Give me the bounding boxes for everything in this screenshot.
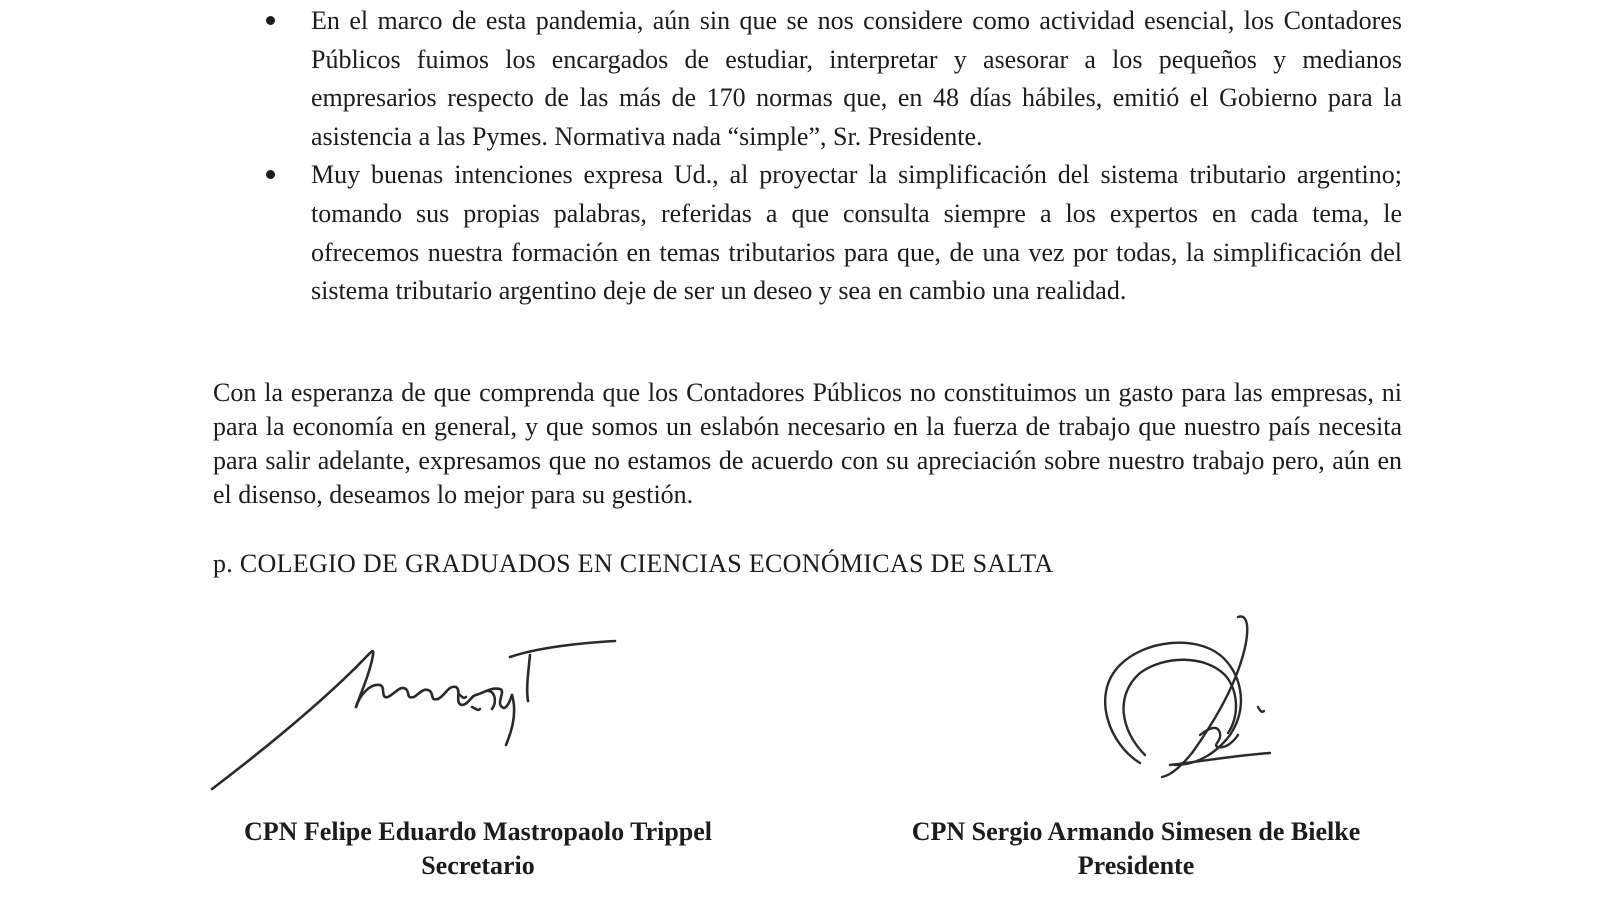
bullet-text: Muy buenas intenciones expresa Ud., al proyectar la simplificación del sistema tributario argentino; tomando sus propias palabras, referidas a que consulta siempre a los expertos en cada tema, le ofrecemos nuestra formación en temas tributarios para que, de una vez por todas, la simplificación del sistema tributario argentino deje de ser un deseo y sea en cambio una realidad.	[311, 160, 1402, 306]
bullet-item	[262, 2, 1402, 156]
signer-role: Presidente	[1077, 851, 1195, 880]
signer-role: Secretario	[421, 851, 535, 880]
bullet-text: En el marco de esta pandemia, aún sin que se nos considere como actividad esencial, los Contadores Públicos fuimos los encargados de estudiar, interpretar y asesorar a los pequeños y medianos empresarios respecto de las más de 170 normas que, en 48 días hábiles, emitió el Gobierno para la asistencia a las Pymes. Normativa nada “simple”, Sr. Presidente.	[311, 6, 1402, 151]
signer-secretario	[213, 815, 743, 883]
handwritten-signature-left	[210, 625, 630, 795]
bullet-dot-icon	[266, 16, 275, 25]
closing-paragraph: Con la esperanza de que comprenda que los Contadores Públicos no constituimos un gasto para las empresas, ni para la economía en general, y que somos un eslabón necesario en la fuerza de trabajo que nuestro país necesita para salir adelante, expresamos que no estamos de acuerdo con su apreciación sobre nuestro trabajo pero, aún en el disenso, deseamos lo mejor para su gestión.	[213, 378, 1402, 509]
signature-presidente	[1100, 615, 1300, 795]
signer-name: CPN Felipe Eduardo Mastropaolo Trippel	[243, 817, 713, 846]
signer-name: CPN Sergio Armando Simesen de Bielke	[911, 817, 1361, 846]
bullet-item	[262, 156, 1402, 310]
bullet-list	[262, 2, 1402, 311]
signature-secretario	[210, 625, 630, 795]
bullet-dot-icon	[266, 170, 275, 179]
signer-presidente	[876, 815, 1396, 883]
handwritten-signature-right	[1100, 615, 1300, 795]
organization-line: p. COLEGIO DE GRADUADOS EN CIENCIAS ECONÓMICAS DE SALTA	[213, 549, 1054, 578]
